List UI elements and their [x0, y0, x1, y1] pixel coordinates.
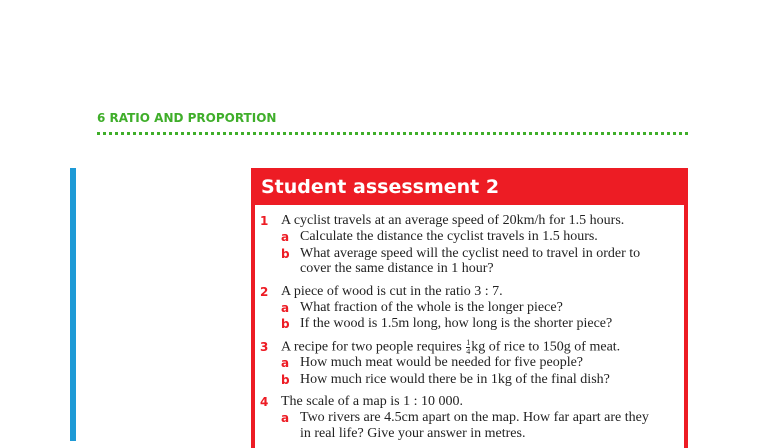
question-number: 2 — [260, 285, 269, 299]
part-label: b — [281, 373, 290, 387]
dotted-divider — [97, 132, 688, 135]
fraction-denominator: 4 — [466, 347, 471, 356]
part-text: Two rivers are 4.5cm apart on the map. How far apart are they — [300, 410, 649, 425]
question-text: The scale of a map is 1 : 10 000. — [281, 394, 463, 409]
part-text: Calculate the distance the cyclist travels in 1.5 hours. — [300, 229, 598, 244]
question-text: A piece of wood is cut in the ratio 3 : 7. — [281, 284, 503, 299]
part-text: What fraction of the whole is the longer piece? — [300, 300, 563, 315]
part-text: If the wood is 1.5m long, how long is the shorter piece? — [300, 316, 613, 331]
question-text — [281, 339, 620, 356]
assessment-title: Student assessment 2 — [261, 176, 500, 198]
part-label: b — [281, 247, 290, 261]
part-label: a — [281, 301, 290, 315]
question-number: 3 — [260, 340, 269, 354]
part-text: How much meat would be needed for five people? — [300, 355, 584, 370]
chapter-heading: 6 RATIO AND PROPORTION — [97, 111, 277, 125]
part-text: in real life? Give your answer in metres. — [300, 426, 526, 441]
part-label: a — [281, 356, 290, 370]
question-text-before: A recipe for two people requires — [281, 339, 462, 355]
part-text: cover the same distance in 1 hour? — [300, 261, 494, 276]
part-text: What average speed will the cyclist need to travel in order to — [300, 246, 641, 261]
question-text-after: kg of rice to 150g of meat. — [471, 339, 621, 355]
question-text: A cyclist travels at an average speed of 20km/h for 1.5 hours. — [281, 213, 625, 228]
question-number: 4 — [260, 395, 269, 409]
part-label: a — [281, 230, 290, 244]
fraction-numerator: 1 — [466, 338, 471, 347]
part-text: How much rice would there be in 1kg of the final dish? — [300, 372, 610, 387]
part-label: b — [281, 317, 290, 331]
question-number: 1 — [260, 214, 269, 228]
margin-bar — [70, 168, 76, 441]
fraction — [466, 339, 470, 356]
part-label: a — [281, 411, 290, 425]
